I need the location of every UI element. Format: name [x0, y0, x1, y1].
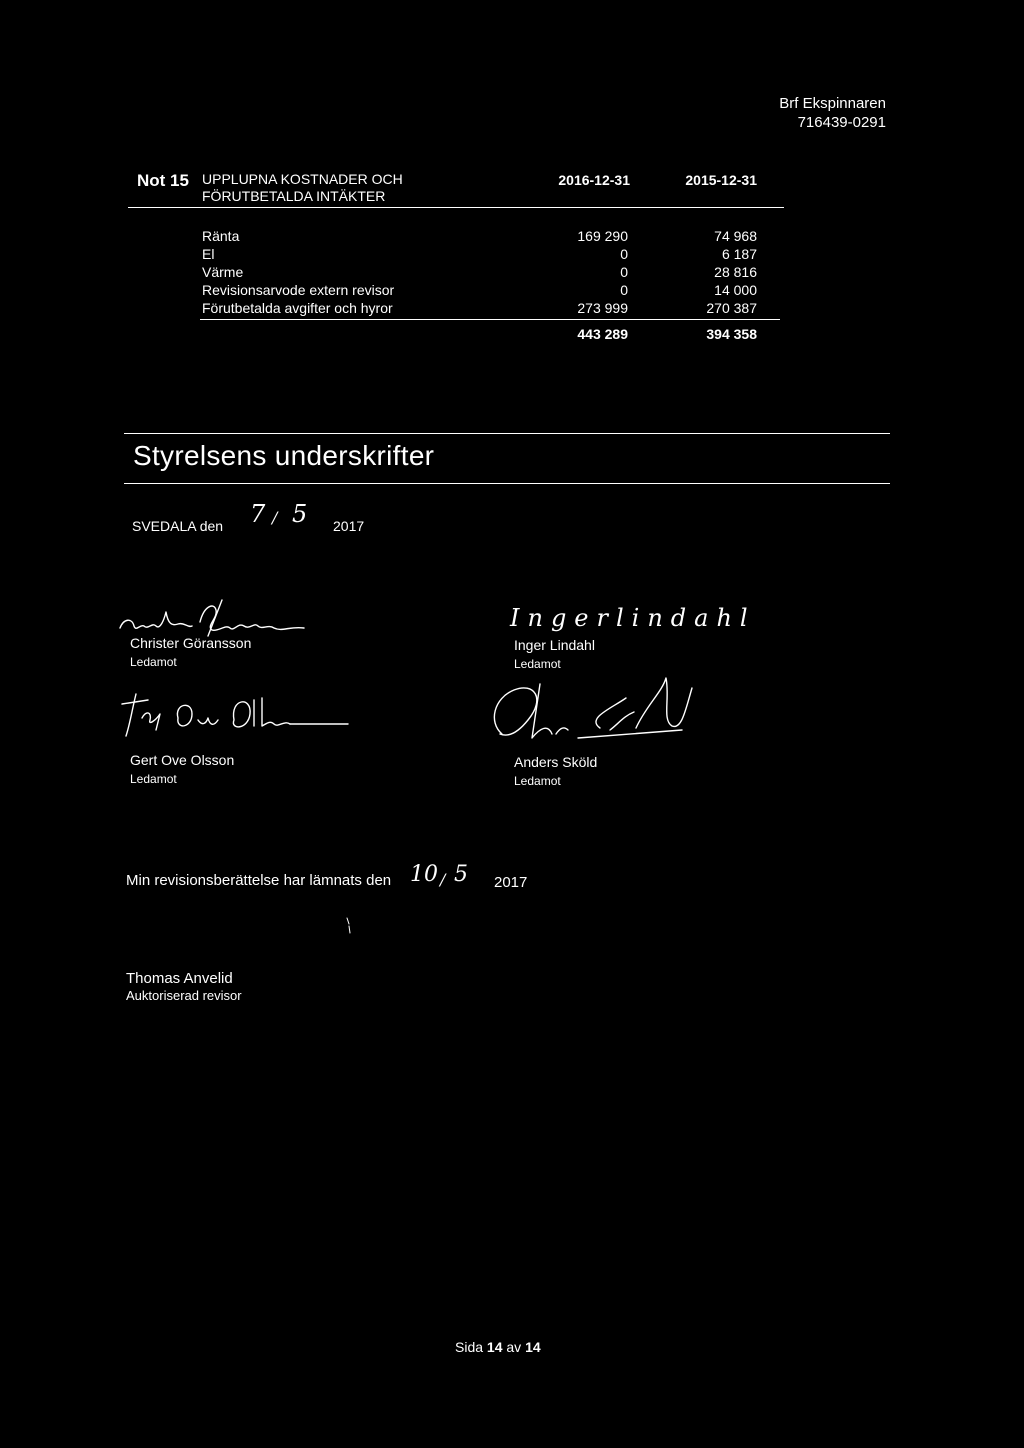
section-bottom-rule — [124, 483, 890, 484]
column-header-2016: 2016-12-31 — [558, 172, 630, 188]
table-cell-2016: 0 — [620, 282, 628, 298]
company-name: Brf Ekspinnaren — [779, 95, 886, 112]
note-label: Not 15 — [137, 171, 189, 190]
section-top-rule — [124, 433, 890, 434]
signatory-role: Ledamot — [130, 772, 177, 786]
table-sum-divider — [200, 319, 780, 320]
table-total-2015: 394 358 — [706, 326, 757, 342]
table-cell-2015: 28 816 — [714, 264, 757, 280]
table-header-divider — [128, 207, 784, 208]
signatory-name: Christer Göransson — [130, 635, 252, 651]
handwritten-audit-month: 5 — [454, 862, 468, 887]
auditor-name: Thomas Anvelid — [126, 970, 233, 987]
table-cell-2015: 6 187 — [721, 246, 757, 262]
note-title-line2: FÖRUTBETALDA INTÄKTER — [202, 188, 386, 204]
audit-year: 2017 — [494, 874, 528, 891]
handwritten-audit-day: 10 — [410, 862, 438, 887]
board-signatures-heading: Styrelsens underskrifter — [133, 440, 435, 471]
handwritten-month: 5 — [292, 500, 308, 528]
column-header-2015: 2015-12-31 — [685, 172, 757, 188]
signatory-name: Gert Ove Olsson — [130, 752, 235, 768]
signatory-name: Anders Sköld — [514, 754, 598, 770]
table-cell-2016: 0 — [620, 246, 628, 262]
page-number — [455, 1339, 541, 1355]
company-header — [700, 94, 886, 132]
date-separator: / — [272, 508, 278, 527]
table-cell-2016: 273 999 — [577, 300, 628, 316]
table-cell-2016: 0 — [620, 264, 628, 280]
handwritten-signature-inger-lindahl: Ingerlindahl — [510, 604, 756, 632]
signatory-role: Ledamot — [514, 774, 561, 788]
signing-year: 2017 — [333, 518, 365, 534]
table-cell-2015: 270 387 — [706, 300, 757, 316]
page-separator: av — [506, 1339, 522, 1355]
page-prefix: Sida — [455, 1339, 484, 1355]
place-date-prefix: SVEDALA den — [132, 518, 224, 534]
signatory-role: Ledamot — [130, 655, 177, 669]
table-cell-2015: 74 968 — [714, 228, 757, 244]
table-row-label: Revisionsarvode extern revisor — [202, 282, 395, 298]
table-row-label: El — [202, 246, 215, 262]
table-cell-2016: 169 290 — [577, 228, 628, 244]
audit-date-separator: / — [440, 870, 446, 889]
page-current: 14 — [486, 1339, 503, 1355]
signature-gert-ove-olsson — [118, 690, 348, 750]
audit-statement: Min revisionsberättelse har lämnats den — [126, 872, 392, 889]
table-cell-2015: 14 000 — [714, 282, 757, 298]
page-total: 14 — [525, 1339, 541, 1355]
signatory-name: Inger Lindahl — [514, 637, 595, 653]
auditor-title: Auktoriserad revisor — [126, 988, 242, 1003]
signature-anders-skold — [486, 668, 706, 748]
table-row-label: Ränta — [202, 228, 240, 244]
org-number: 716439-0291 — [797, 114, 886, 131]
table-row-label: Värme — [202, 264, 244, 280]
note-title — [202, 171, 403, 205]
handwritten-day: 7 — [250, 500, 266, 528]
signatory-role: Ledamot — [514, 657, 561, 671]
table-row-label: Förutbetalda avgifter och hyror — [202, 300, 393, 316]
auditor-signature-mark — [344, 916, 354, 936]
table-total-2016: 443 289 — [577, 326, 628, 342]
note-title-line1: UPPLUPNA KOSTNADER OCH — [202, 171, 403, 187]
